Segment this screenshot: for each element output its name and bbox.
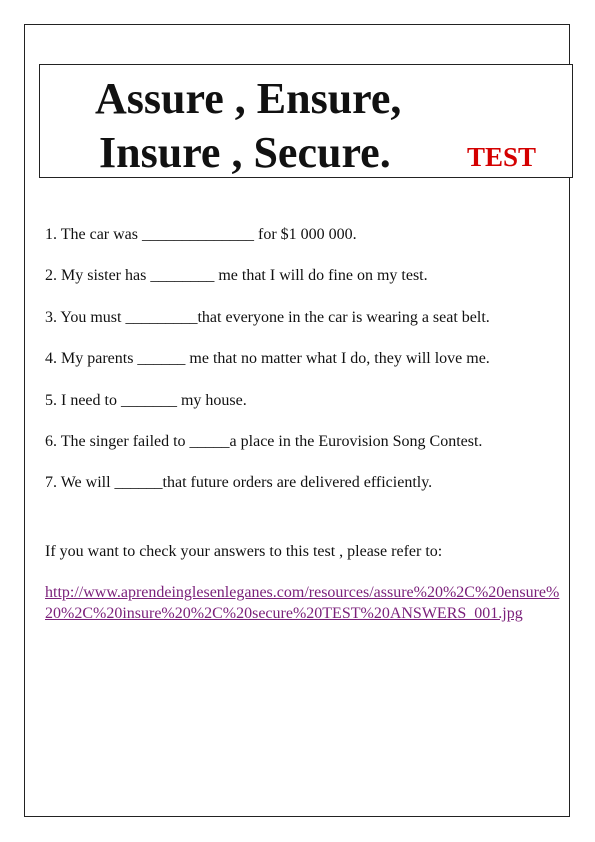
question-2: 2. My sister has ________ me that I will do fine on my test. [45,267,428,285]
title-line-2: Insure , Secure. [99,128,391,177]
question-1: 1. The car was ______________ for $1 000 000. [45,226,357,243]
title-line-1: Assure , Ensure, [95,74,402,123]
question-list [45,224,565,514]
refer-text: If you want to check your answers to this test , please refer to: [45,543,443,560]
question-5: 5. I need to _______ my house. [45,391,247,409]
test-badge: TEST [467,142,537,172]
title-box [39,64,573,178]
question-4: 4. My parents ______ me that no matter what I do, they will love me. [45,350,490,368]
question-6: 6. The singer failed to _____a place in the Eurovision Song Contest. [45,432,483,450]
answers-link[interactable]: http://www.aprendeinglesenleganes.com/resources/assure%20%2C%20ensure%20%2C%20insure%20%2C%20secure%20TEST%20ANSWERS_001.jpg [45,584,560,622]
question-7: 7. We will ______that future orders are delivered efficiently. [45,474,433,492]
question-3: 3. You must _________that everyone in the car is wearing a seat belt. [45,308,490,326]
